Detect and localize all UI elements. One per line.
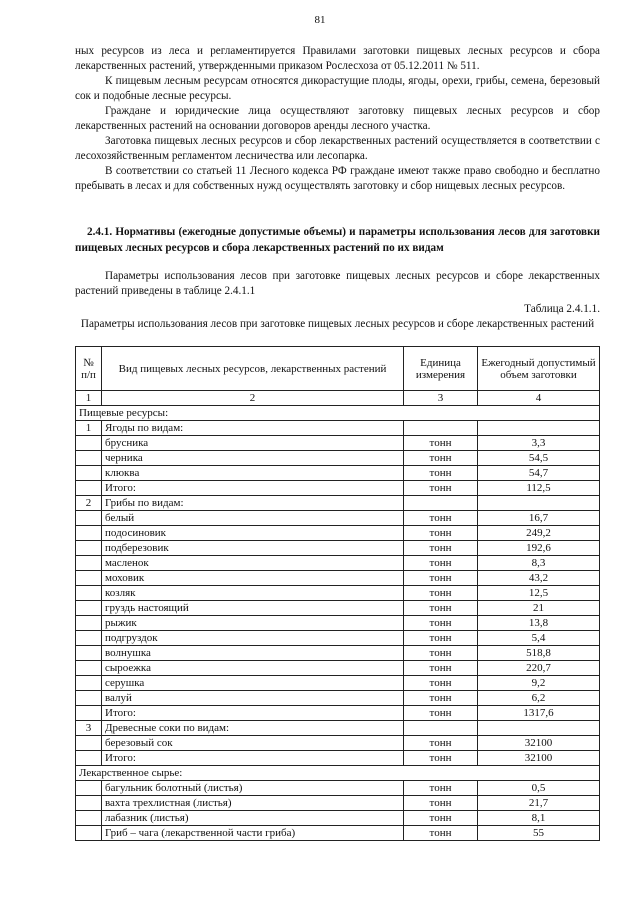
unit-cell: тонн (404, 781, 478, 796)
row-number (76, 436, 102, 451)
column-number: 4 (478, 391, 600, 406)
table-label: Таблица 2.4.1.1. (524, 303, 600, 315)
table-row (76, 661, 600, 676)
value-cell: 6,2 (478, 691, 600, 706)
table-row (76, 556, 600, 571)
unit-cell: тонн (404, 691, 478, 706)
table-row (76, 646, 600, 661)
row-number (76, 451, 102, 466)
value-cell (478, 496, 600, 511)
resource-name: березовый сок (102, 736, 404, 751)
unit-cell (404, 421, 478, 436)
unit-cell: тонн (404, 436, 478, 451)
resource-name: вахта трехлистная (листья) (102, 796, 404, 811)
paragraph: К пищевым лесным ресурсам относятся дикорастущие плоды, ягоды, орехи, грибы, семена, березовый сок и подобные лесные ресурсы. (75, 75, 600, 102)
column-number: 1 (76, 391, 102, 406)
value-cell: 12,5 (478, 586, 600, 601)
resource-name: брусника (102, 436, 404, 451)
unit-cell: тонн (404, 676, 478, 691)
intro-paragraph: Параметры использования лесов при заготовке пищевых лесных ресурсов и сборе лекарственных растений приведены в таблице 2.4.1.1 (75, 270, 600, 297)
row-number (76, 781, 102, 796)
value-cell: 192,6 (478, 541, 600, 556)
paragraph: Заготовка пищевых лесных ресурсов и сбор лекарственных растений осуществляется в соответствии с лесохозяйственным регламентом лесничества или лесопарка. (75, 135, 600, 162)
unit-cell (404, 496, 478, 511)
table-row (76, 421, 600, 436)
unit-cell: тонн (404, 571, 478, 586)
row-number (76, 616, 102, 631)
table-header-row (76, 347, 600, 391)
resource-name: белый (102, 511, 404, 526)
resource-name: Итого: (102, 706, 404, 721)
value-cell: 16,7 (478, 511, 600, 526)
unit-cell: тонн (404, 811, 478, 826)
section-heading: 2.4.1. Нормативы (ежегодные допустимые объемы) и параметры использования лесов для заготовки пищевых лесных ресурсов и сбора лекарственных растений по их видам (75, 226, 600, 254)
row-number: 2 (76, 496, 102, 511)
row-number (76, 601, 102, 616)
table-row (76, 676, 600, 691)
value-cell: 13,8 (478, 616, 600, 631)
table-row (76, 511, 600, 526)
header-cell: № п/п (76, 347, 102, 391)
row-number (76, 811, 102, 826)
value-cell: 249,2 (478, 526, 600, 541)
unit-cell: тонн (404, 541, 478, 556)
value-cell: 32100 (478, 736, 600, 751)
row-number (76, 706, 102, 721)
table-row (76, 526, 600, 541)
unit-cell: тонн (404, 706, 478, 721)
unit-cell: тонн (404, 601, 478, 616)
resource-name: подберезовик (102, 541, 404, 556)
row-number (76, 571, 102, 586)
unit-cell: тонн (404, 751, 478, 766)
row-number (76, 676, 102, 691)
row-number (76, 586, 102, 601)
value-cell: 518,8 (478, 646, 600, 661)
header-cell: Ежегодный допустимый объем заготовки (478, 347, 600, 391)
unit-cell (404, 721, 478, 736)
resources-table (75, 346, 600, 841)
resource-name: серушка (102, 676, 404, 691)
table-row (76, 781, 600, 796)
header-cell: Единица измерения (404, 347, 478, 391)
group-label: Ягоды по видам: (102, 421, 404, 436)
value-cell: 8,1 (478, 811, 600, 826)
value-cell: 43,2 (478, 571, 600, 586)
value-cell: 0,5 (478, 781, 600, 796)
body-text (75, 44, 600, 194)
unit-cell: тонн (404, 736, 478, 751)
resource-name: Итого: (102, 481, 404, 496)
resource-name: Гриб – чага (лекарственной части гриба) (102, 826, 404, 841)
unit-cell: тонн (404, 556, 478, 571)
row-number (76, 481, 102, 496)
value-cell: 5,4 (478, 631, 600, 646)
table-row (76, 616, 600, 631)
row-number (76, 631, 102, 646)
unit-cell: тонн (404, 466, 478, 481)
table-row (76, 706, 600, 721)
value-cell (478, 721, 600, 736)
value-cell: 21,7 (478, 796, 600, 811)
header-cell: Вид пищевых лесных ресурсов, лекарственных растений (102, 347, 404, 391)
group-label: Древесные соки по видам: (102, 721, 404, 736)
row-number (76, 511, 102, 526)
table-row (76, 541, 600, 556)
resource-name: лабазник (листья) (102, 811, 404, 826)
table-row (76, 811, 600, 826)
row-number (76, 691, 102, 706)
value-cell: 21 (478, 601, 600, 616)
table-row (76, 481, 600, 496)
table-row (76, 736, 600, 751)
table-row (76, 631, 600, 646)
page-number: 81 (314, 14, 326, 26)
value-cell: 32100 (478, 751, 600, 766)
row-number (76, 541, 102, 556)
row-number (76, 796, 102, 811)
table-body (76, 406, 600, 841)
section-label: Пищевые ресурсы: (76, 406, 600, 421)
unit-cell: тонн (404, 661, 478, 676)
column-number-row (76, 391, 600, 406)
value-cell: 54,5 (478, 451, 600, 466)
resource-name: козляк (102, 586, 404, 601)
unit-cell: тонн (404, 526, 478, 541)
paragraph: В соответствии со статьей 11 Лесного кодекса РФ граждане имеют также право свободно и бесплатно пребывать в лесах и для собственных нужд осуществлять заготовку и сбор нищевых лесных ресурсов. (75, 165, 600, 192)
resource-name: волнушка (102, 646, 404, 661)
row-number (76, 526, 102, 541)
table-title: Параметры использования лесов при заготовке пищевых лесных ресурсов и сборе лекарственных растений (80, 318, 595, 330)
table-row (76, 691, 600, 706)
row-number (76, 466, 102, 481)
row-number: 3 (76, 721, 102, 736)
table-row (76, 466, 600, 481)
column-number: 3 (404, 391, 478, 406)
value-cell: 54,7 (478, 466, 600, 481)
table-row (76, 601, 600, 616)
row-number (76, 661, 102, 676)
resource-name: багульник болотный (листья) (102, 781, 404, 796)
resource-name: подгруздок (102, 631, 404, 646)
table-row (76, 751, 600, 766)
unit-cell: тонн (404, 616, 478, 631)
row-number (76, 646, 102, 661)
unit-cell: тонн (404, 586, 478, 601)
section-label: Лекарственное сырье: (76, 766, 600, 781)
row-number (76, 556, 102, 571)
resource-name: черника (102, 451, 404, 466)
unit-cell: тонн (404, 826, 478, 841)
row-number (76, 736, 102, 751)
table-row (76, 826, 600, 841)
unit-cell: тонн (404, 451, 478, 466)
table-row (76, 721, 600, 736)
unit-cell: тонн (404, 631, 478, 646)
paragraph: ных ресурсов из леса и регламентируется Правилами заготовки пищевых лесных ресурсов и сбора лекарственных растений, утвержденными приказом Рослесхоза от 05.12.2011 № 511. (75, 45, 600, 72)
value-cell (478, 421, 600, 436)
unit-cell: тонн (404, 796, 478, 811)
column-number: 2 (102, 391, 404, 406)
table-row (76, 586, 600, 601)
resource-name: рыжик (102, 616, 404, 631)
resource-name: клюква (102, 466, 404, 481)
resource-name: валуй (102, 691, 404, 706)
unit-cell: тонн (404, 481, 478, 496)
row-number (76, 751, 102, 766)
table-row (76, 406, 600, 421)
table-row (76, 451, 600, 466)
paragraph: Граждане и юридические лица осуществляют заготовку пищевых лесных ресурсов и сбор лекарственных растений на основании договоров аренды лесного участка. (75, 105, 600, 132)
unit-cell: тонн (404, 511, 478, 526)
value-cell: 9,2 (478, 676, 600, 691)
resource-name: сыроежка (102, 661, 404, 676)
row-number (76, 826, 102, 841)
value-cell: 1317,6 (478, 706, 600, 721)
resource-name: груздь настоящий (102, 601, 404, 616)
resource-name: моховик (102, 571, 404, 586)
table-row (76, 496, 600, 511)
value-cell: 3,3 (478, 436, 600, 451)
value-cell: 112,5 (478, 481, 600, 496)
row-number: 1 (76, 421, 102, 436)
resource-name: масленок (102, 556, 404, 571)
table-row (76, 766, 600, 781)
resource-name: Итого: (102, 751, 404, 766)
unit-cell: тонн (404, 646, 478, 661)
table-row (76, 436, 600, 451)
table-row (76, 796, 600, 811)
table-row (76, 571, 600, 586)
group-label: Грибы по видам: (102, 496, 404, 511)
value-cell: 55 (478, 826, 600, 841)
value-cell: 220,7 (478, 661, 600, 676)
value-cell: 8,3 (478, 556, 600, 571)
resource-name: подосиновик (102, 526, 404, 541)
